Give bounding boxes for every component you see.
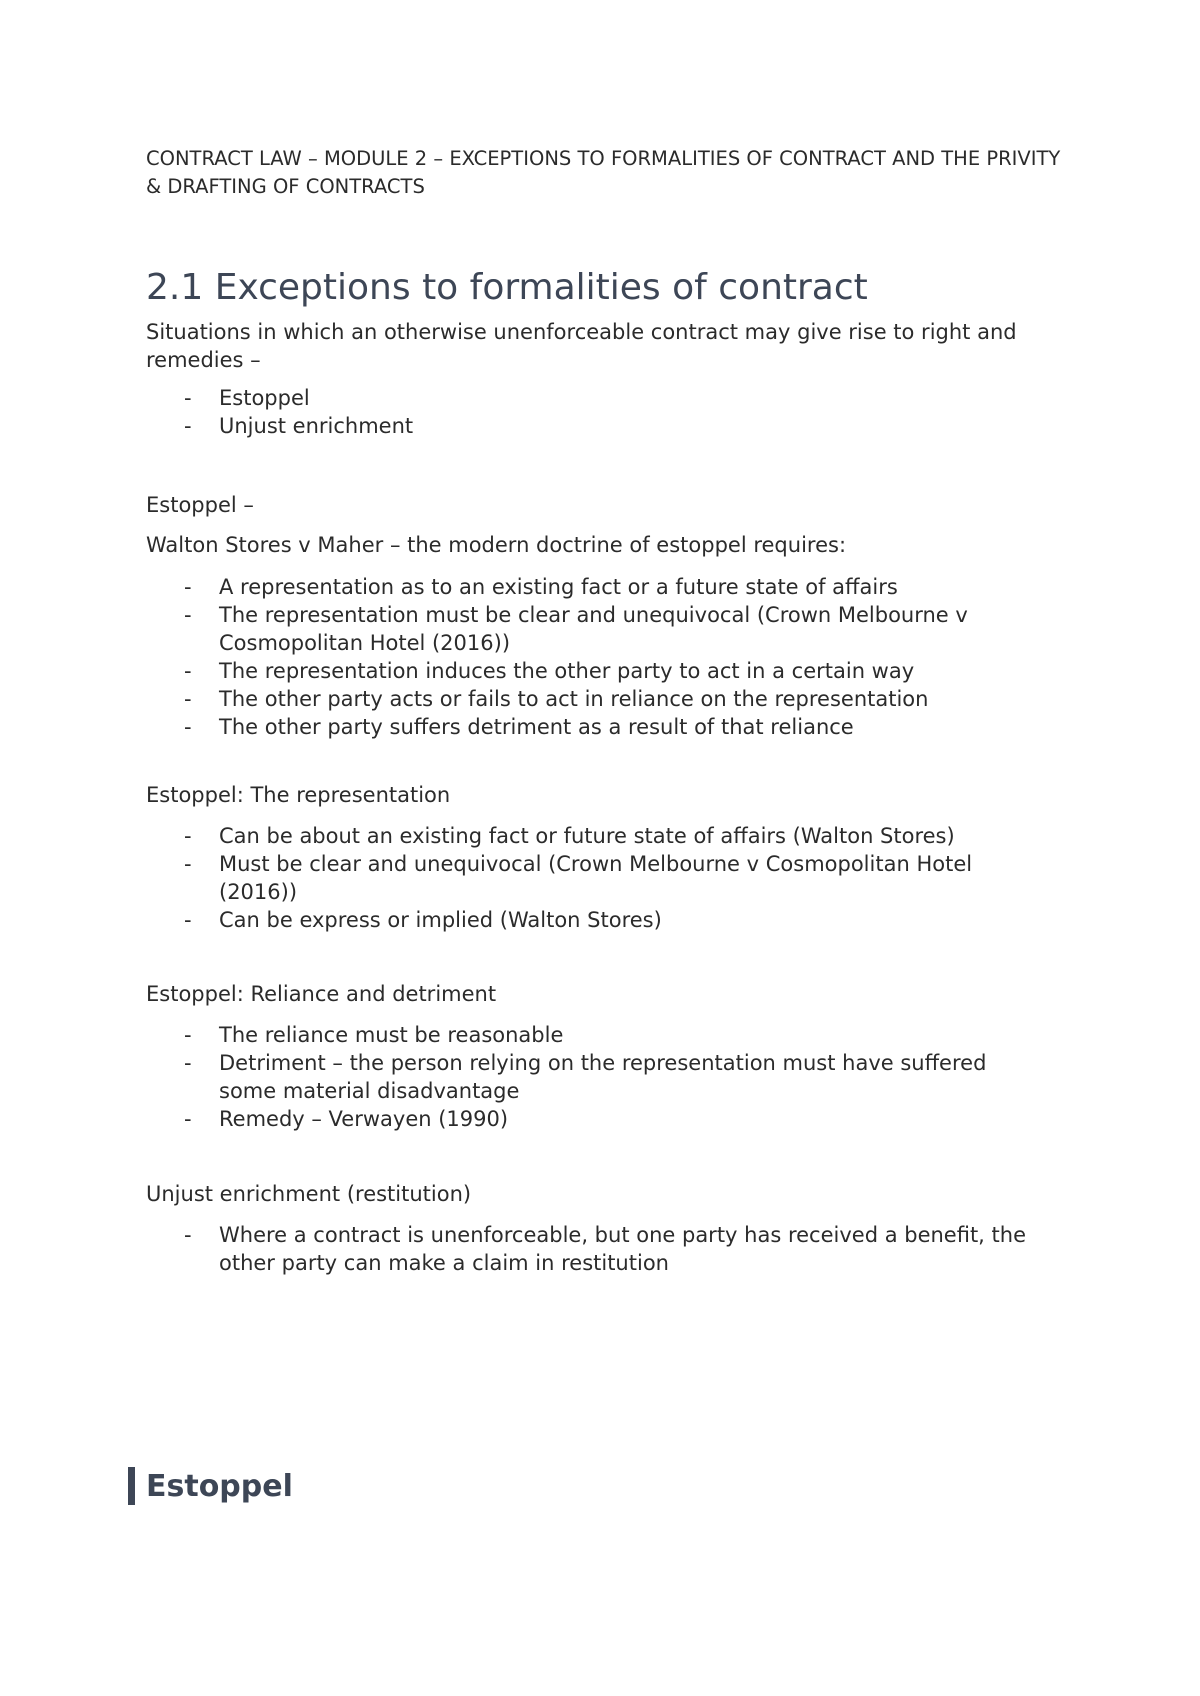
list-item: - Remedy – Verwayen (1990)	[184, 1107, 509, 1131]
representation-subheading: Estoppel: The representation	[146, 783, 451, 807]
representation-list	[146, 822, 1046, 934]
dash-bullet: -	[184, 908, 192, 932]
list-item: - Where a contract is unenforceable, but one party has received a benefit, the other party can make a claim in restitution	[184, 1223, 1026, 1275]
list-item: - A representation as to an existing fact or a future state of affairs	[184, 575, 898, 599]
heading-accent-bar	[128, 1467, 135, 1505]
dash-bullet: -	[184, 687, 192, 711]
reliance-list	[146, 1021, 1046, 1133]
dash-bullet: -	[184, 824, 192, 848]
intro-paragraph: Situations in which an otherwise unenforceable contract may give rise to right and remedies –	[146, 320, 1017, 372]
list-item: - The reliance must be reasonable	[184, 1023, 564, 1047]
estoppel-subheading: Estoppel –	[146, 493, 254, 517]
list-item: - The representation induces the other party to act in a certain way	[184, 659, 915, 683]
list-item: - The other party acts or fails to act in reliance on the representation	[184, 687, 929, 711]
walton-requirements-list	[146, 573, 1046, 741]
walton-intro-paragraph: Walton Stores v Maher – the modern doctrine of estoppel requires:	[146, 533, 847, 557]
unjust-enrichment-list	[146, 1221, 1046, 1277]
list-item: - The representation must be clear and unequivocal (Crown Melbourne v Cosmopolitan Hotel (2016))	[184, 603, 968, 655]
list-item: - Unjust enrichment	[184, 414, 414, 438]
reliance-subheading: Estoppel: Reliance and detriment	[146, 982, 497, 1006]
dash-bullet: -	[184, 414, 192, 438]
intro-list	[146, 384, 1046, 440]
dash-bullet: -	[184, 1223, 192, 1247]
list-item: - Must be clear and unequivocal (Crown Melbourne v Cosmopolitan Hotel (2016))	[184, 852, 973, 904]
list-item: - Can be about an existing fact or future state of affairs (Walton Stores)	[184, 824, 955, 848]
dash-bullet: -	[184, 603, 192, 627]
list-item: - Can be express or implied (Walton Stores)	[184, 908, 662, 932]
dash-bullet: -	[184, 1051, 192, 1075]
dash-bullet: -	[184, 852, 192, 876]
dash-bullet: -	[184, 1023, 192, 1047]
dash-bullet: -	[184, 715, 192, 739]
dash-bullet: -	[184, 575, 192, 599]
estoppel-section-heading	[128, 1466, 293, 1506]
document-title: CONTRACT LAW – MODULE 2 – EXCEPTIONS TO FORMALITIES OF CONTRACT AND THE PRIVITY & DRAFTING OF CONTRACTS	[146, 147, 1061, 198]
unjust-enrichment-subheading: Unjust enrichment (restitution)	[146, 1182, 472, 1206]
section-heading-2-1: 2.1 Exceptions to formalities of contract	[146, 267, 868, 308]
list-item: - The other party suffers detriment as a result of that reliance	[184, 715, 854, 739]
estoppel-section-heading-text: Estoppel	[146, 1468, 293, 1504]
dash-bullet: -	[184, 386, 192, 410]
dash-bullet: -	[184, 1107, 192, 1131]
list-item: - Detriment – the person relying on the representation must have suffered some material disadvantage	[184, 1051, 987, 1103]
list-item: - Estoppel	[184, 386, 310, 410]
dash-bullet: -	[184, 659, 192, 683]
